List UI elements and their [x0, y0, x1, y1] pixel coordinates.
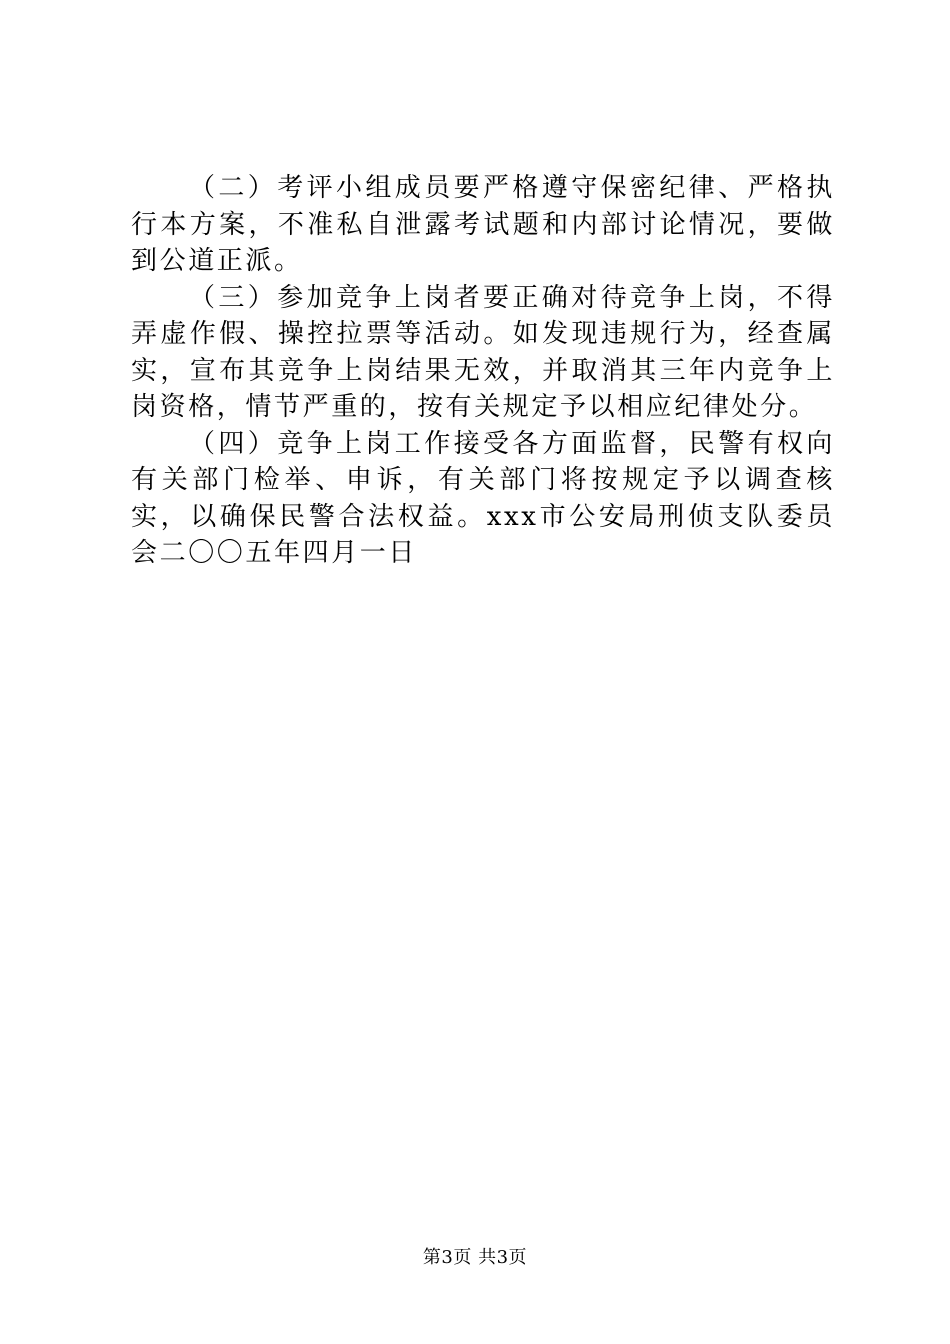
paragraph-3: （三）参加竞争上岗者要正确对待竞争上岗，不得弄虚作假、操控拉票等活动。如发现违规行为，经查属实，宣布其竞争上岗结果无效，并取消其三年内竞争上岗资格，情节严重的，按有关规定予以相应纪律处分。 [131, 282, 835, 422]
page-number-footer: 第3页 共3页 [422, 1247, 528, 1268]
paragraph-4: （四）竞争上岗工作接受各方面监督，民警有权向有关部门检举、申诉，有关部门将按规定予以调查核实，以确保民警合法权益。xxx市公安局刑侦支队委员会二〇〇五年四月一日 [131, 428, 835, 568]
paragraph-2: （二）考评小组成员要严格遵守保密纪律、严格执行本方案，不准私自泄露考试题和内部讨论情况，要做到公道正派。 [131, 173, 835, 276]
document-body [131, 170, 835, 572]
